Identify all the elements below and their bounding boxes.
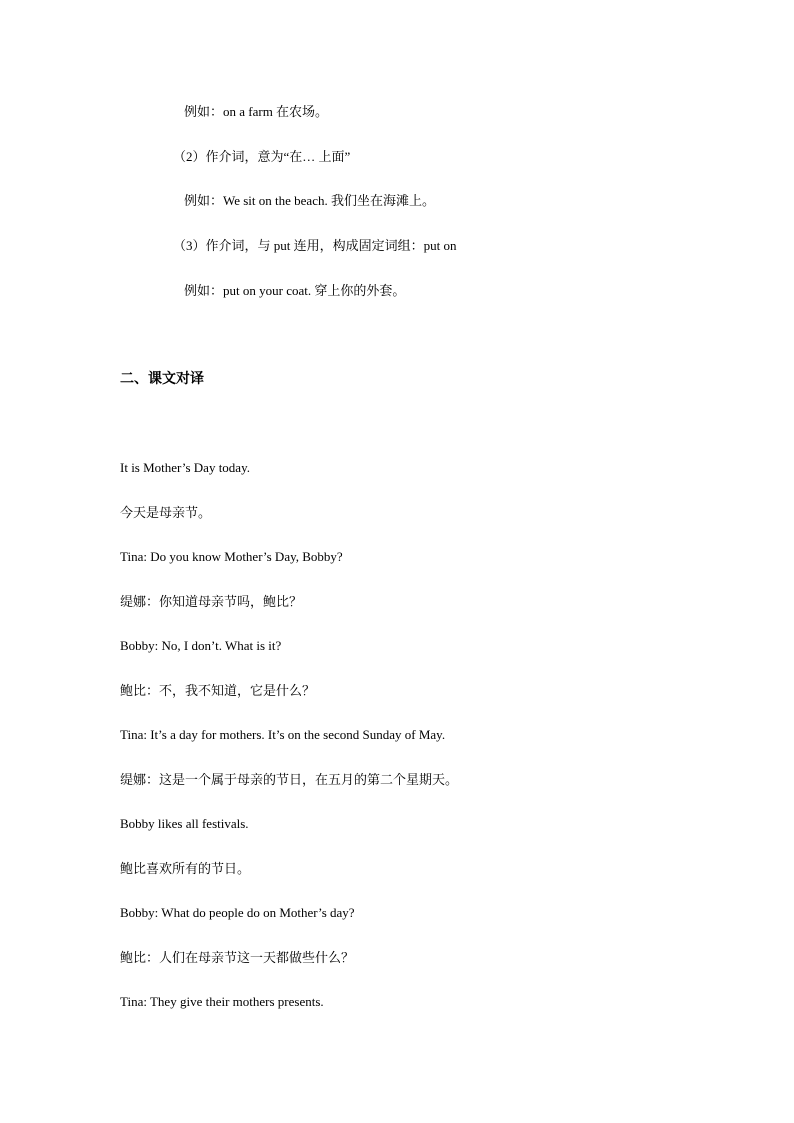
usage-item-2: （2）作介词，意为“在… 上面” <box>173 149 351 164</box>
section-heading: 二、课文对译 <box>120 371 204 387</box>
dialogue-line: Tina: They give their mothers presents. <box>120 994 324 1009</box>
example-line-on-a-farm: 例如：on a farm 在农场。 <box>184 104 329 119</box>
dialogue-line: Bobby: No, I don’t. What is it? <box>120 638 282 653</box>
dialogue-line: It is Mother’s Day today. <box>120 460 250 475</box>
dialogue-line: Tina: It’s a day for mothers. It’s on the second Sunday of May. <box>120 727 446 742</box>
dialogue-line: Bobby likes all festivals. <box>120 816 249 831</box>
usage-item-3: （3）作介词，与 put 连用，构成固定词组：put on <box>173 238 457 253</box>
dialogue-line: Tina: Do you know Mother’s Day, Bobby? <box>120 549 343 564</box>
dialogue-line: 鲍比：人们在母亲节这一天都做些什么？ <box>120 950 355 965</box>
dialogue-line: 鲍比：不，我不知道，它是什么？ <box>120 683 316 698</box>
dialogue-line: 鲍比喜欢所有的节日。 <box>120 861 251 876</box>
dialogue-line: 今天是母亲节。 <box>120 505 212 520</box>
example-line-coat: 例如：put on your coat. 穿上你的外套。 <box>184 283 406 298</box>
dialogue-line: 缇娜：你知道母亲节吗，鲍比？ <box>120 594 303 609</box>
dialogue-line: 缇娜：这是一个属于母亲的节日，在五月的第二个星期天。 <box>120 772 459 787</box>
example-line-beach: 例如：We sit on the beach. 我们坐在海滩上。 <box>184 193 435 208</box>
dialogue-line: Bobby: What do people do on Mother’s day? <box>120 905 355 920</box>
